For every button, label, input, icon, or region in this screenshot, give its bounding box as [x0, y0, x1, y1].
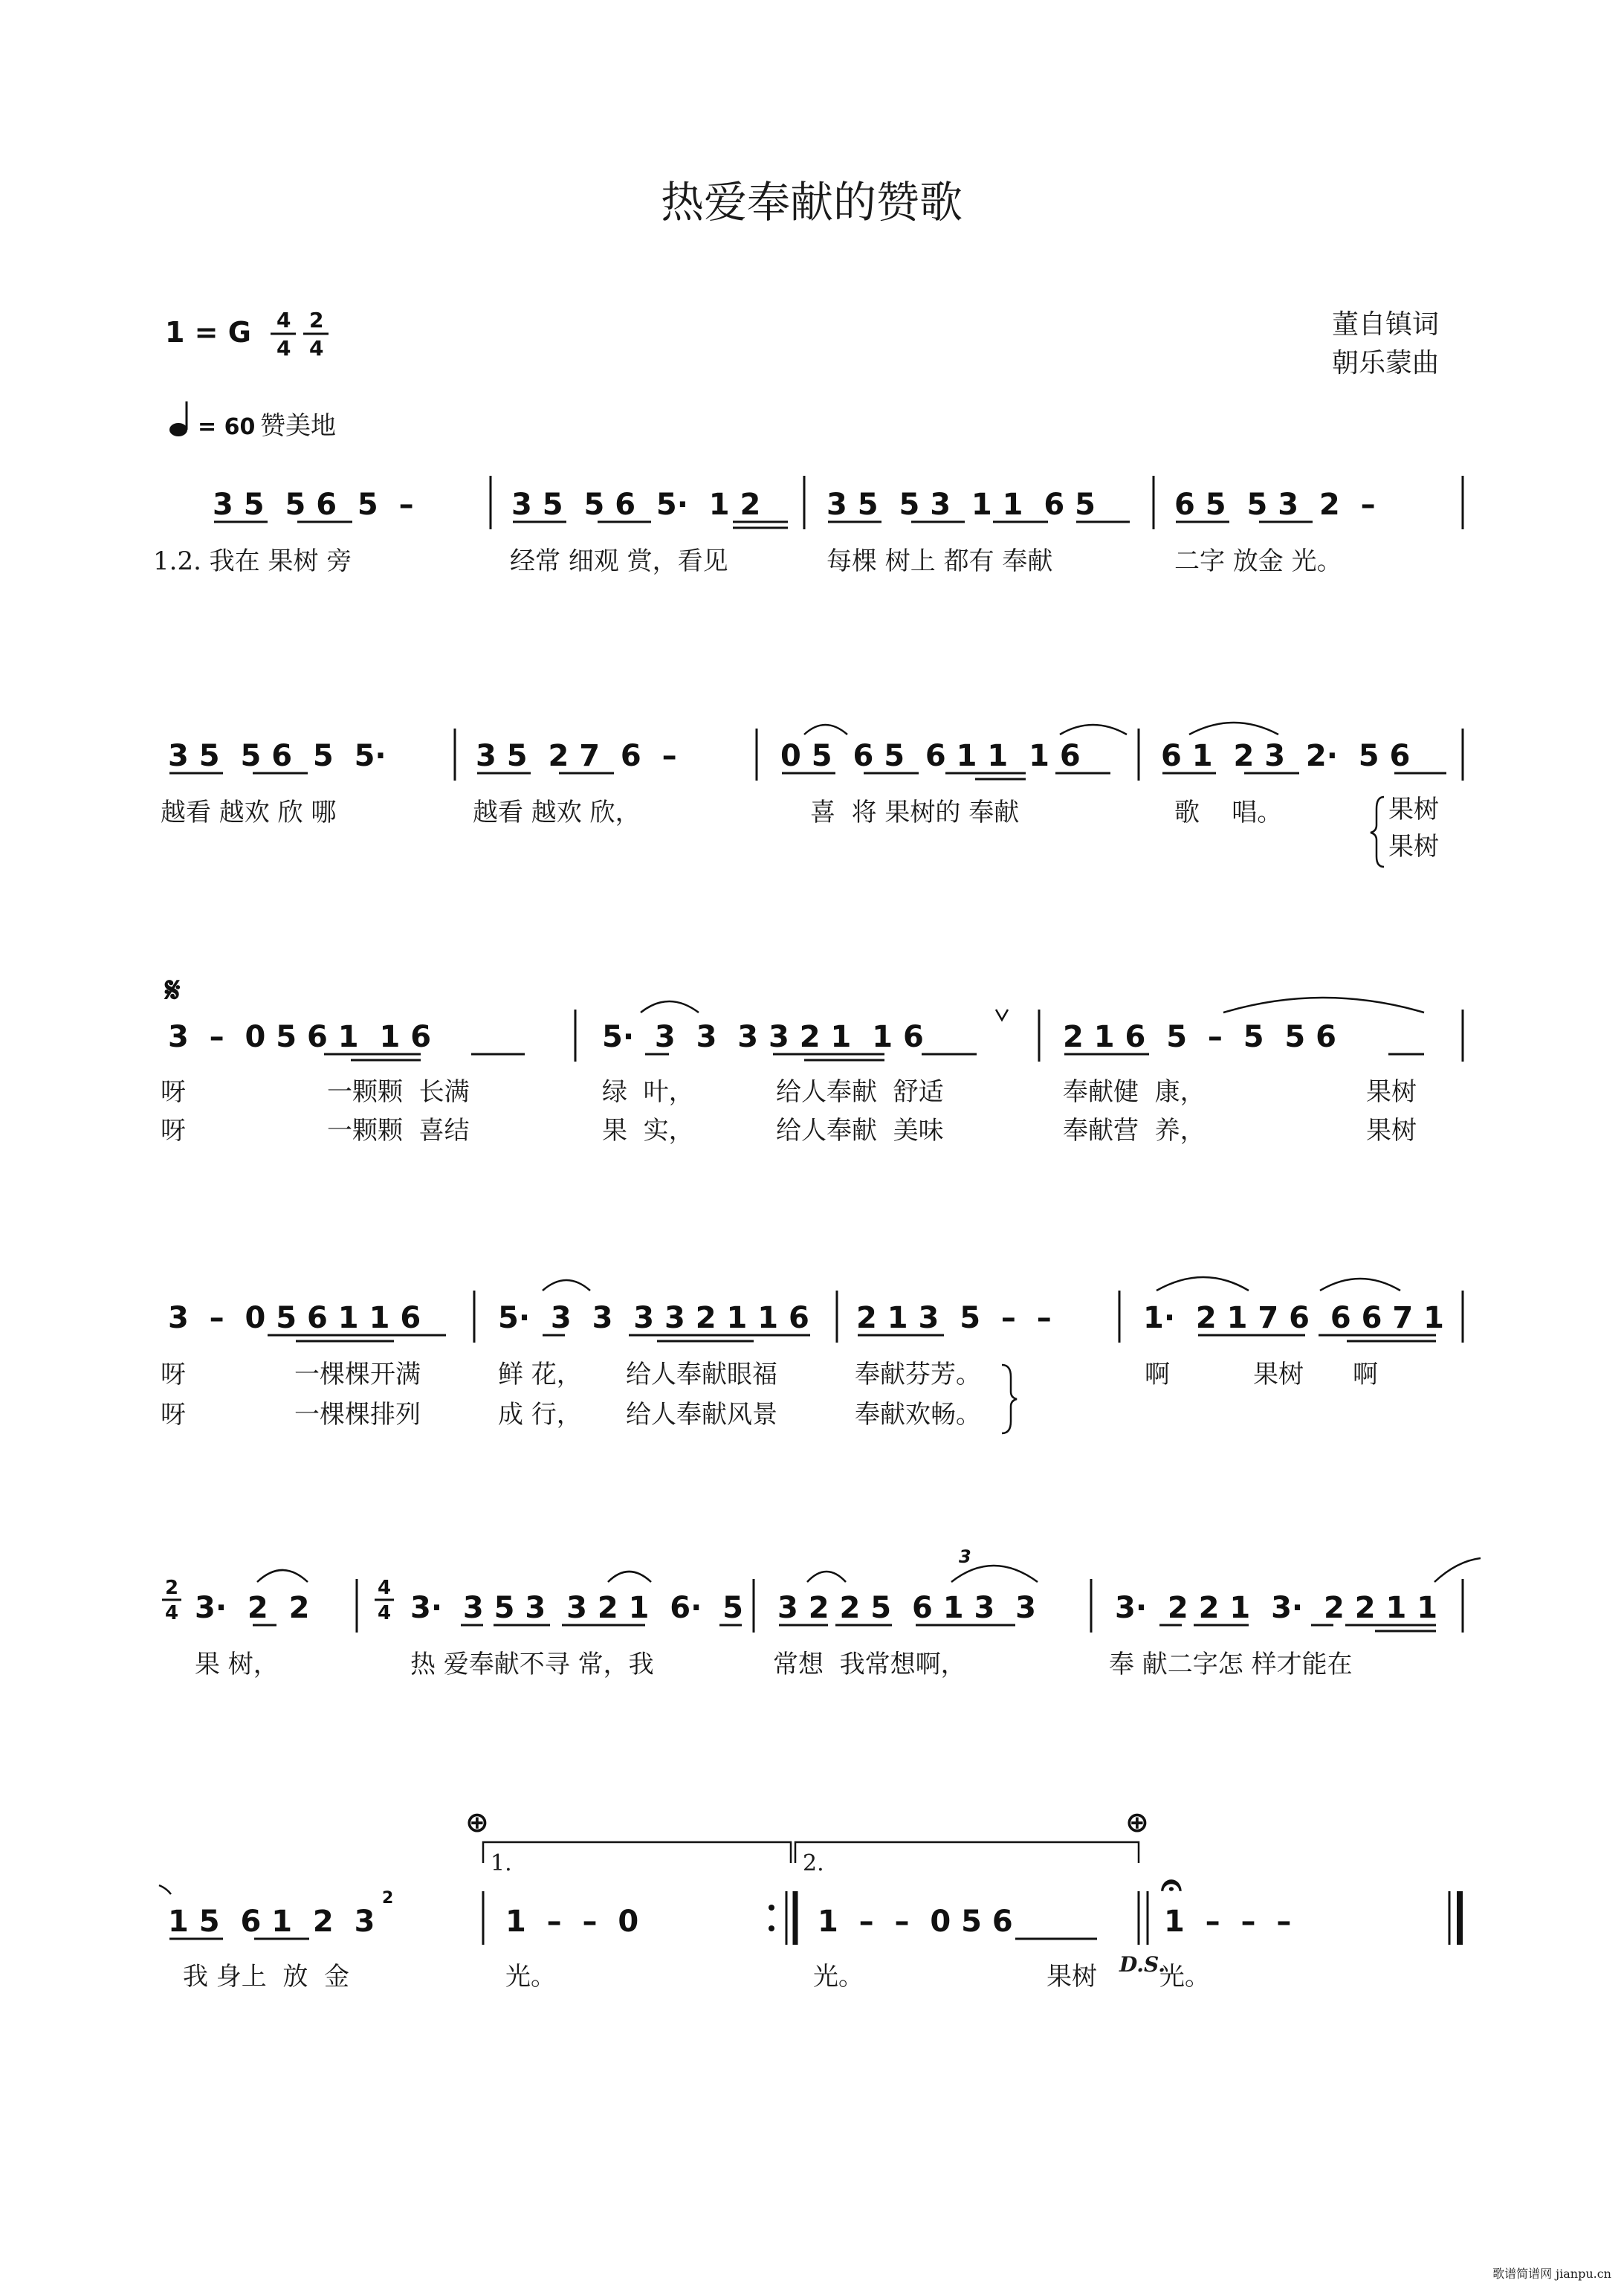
lyric: 光。 — [813, 1962, 864, 1992]
lyric: 越看 越欢 欣， — [473, 798, 641, 827]
measure-notes: 5· 3 3 3 3 2 1 1 6 — [498, 1301, 809, 1335]
lyric: 喜 将 果树的 奉献 — [810, 798, 1020, 827]
lyric: 我 身上 放 金 — [183, 1962, 350, 1992]
measure-notes: 3· 2 2 — [195, 1591, 310, 1625]
time-sig-2: 2 — [309, 308, 324, 332]
volta-label: 1. — [491, 1850, 512, 1876]
measure-notes: 1 – – 0 5 6 — [818, 1905, 1013, 1939]
system-5 — [162, 1546, 1481, 1679]
ds-mark: D.S. — [1119, 1952, 1166, 1977]
time-sig-4-4-denominator: 4 — [378, 1602, 392, 1624]
system-2 — [161, 723, 1463, 867]
lyric: 果树 — [1388, 795, 1439, 824]
repeat-dot — [769, 1925, 774, 1931]
slur — [257, 1570, 308, 1582]
grace-note: 2 — [382, 1889, 394, 1908]
segno-icon: 𝄋 — [165, 969, 181, 1011]
measure-notes: 0 5 6 5 6 1 1 1 6 — [780, 739, 1081, 773]
lyric: 呀 — [161, 1116, 186, 1146]
measure-notes: 3 5 5 6 5 – — [213, 488, 414, 522]
verse-brace — [1002, 1365, 1017, 1433]
lyric: 1.2. 我在 果树 旁 — [153, 546, 352, 576]
quarter-note-icon — [169, 423, 187, 436]
lyric: 果树 — [1253, 1360, 1304, 1389]
lyric: 给人奉献风景 — [626, 1400, 777, 1430]
lyric: 奉献健 康， — [1063, 1077, 1206, 1107]
lyric: 啊 — [1145, 1360, 1170, 1389]
lyric: 二字 放金 光。 — [1174, 546, 1342, 576]
tempo-mark: = 60 — [198, 414, 256, 440]
measure-notes: 3 5 2 7 6 – — [476, 739, 677, 773]
slur — [1434, 1558, 1481, 1582]
lyric: 奉献欢畅。 — [855, 1400, 981, 1430]
lyric: 奉献芬芳。 — [855, 1360, 981, 1389]
time-sig-4-4: 4 — [378, 1577, 392, 1599]
lyric: 呀 — [161, 1400, 186, 1430]
slur — [807, 1572, 846, 1582]
slur-tail — [159, 1885, 171, 1894]
lyric: 一颗颗 喜结 — [327, 1116, 470, 1146]
lyric: 一颗颗 长满 — [327, 1077, 470, 1107]
breath-mark-icon — [996, 1010, 1008, 1020]
lyric: 奉 献二字怎 样才能在 — [1109, 1650, 1353, 1679]
lyric: 呀 — [161, 1360, 186, 1389]
lyric: 呀 — [161, 1077, 186, 1107]
lyric: 啊 — [1353, 1360, 1378, 1389]
lyric: 成 行， — [498, 1400, 582, 1430]
lyric: 歌 唱。 — [1174, 798, 1283, 827]
repeat-dot — [769, 1905, 774, 1911]
measure-notes: 3 5 5 6 5 5· — [168, 739, 386, 773]
lyric: 经常 细观 赏，看见 — [510, 546, 728, 576]
measure-notes: 6 1 2 3 2· 5 6 — [1161, 739, 1411, 773]
lyric: 热 爱奉献不寻 常，我 — [410, 1650, 654, 1679]
time-sig-2-denominator: 4 — [309, 336, 324, 361]
slur — [1189, 723, 1278, 734]
lyric: 果树 — [1388, 832, 1439, 862]
coda-icon: ⊕ — [465, 1806, 489, 1838]
lyric: 绿 叶， — [602, 1077, 694, 1107]
measure-notes: 3 – 0 5 6 1 1 6 — [168, 1020, 432, 1054]
lyric: 光。 — [1159, 1962, 1210, 1992]
measure-notes: 3 5 5 6 5· 1 2 — [511, 488, 761, 522]
measure-notes: 1 5 6 1 2 3 — [168, 1905, 375, 1939]
system-4 — [161, 1277, 1463, 1433]
slur — [543, 1280, 590, 1291]
triplet-mark: 3 — [959, 1546, 971, 1567]
measure-notes: 3 5 5 3 1 1 6 5 — [826, 488, 1096, 522]
lyric: 一棵棵开满 — [294, 1360, 421, 1389]
measure-notes: 2 1 6 5 – 5 5 6 — [1063, 1020, 1337, 1054]
time-sig-1-denominator: 4 — [276, 336, 291, 361]
measure-notes: 1 – – – — [1164, 1905, 1292, 1939]
lyric: 给人奉献眼福 — [626, 1360, 777, 1389]
measure-notes: 1 – – 0 — [505, 1905, 639, 1939]
lyric: 每棵 树上 都有 奉献 — [826, 546, 1053, 576]
song-title: 热爱奉献的赞歌 — [660, 177, 963, 227]
slur — [1320, 1279, 1400, 1291]
verse-brace — [1371, 797, 1384, 867]
lyric: 给人奉献 美味 — [776, 1116, 944, 1146]
lyric: 奉献营 养， — [1063, 1116, 1206, 1146]
volta-label: 2. — [803, 1850, 824, 1876]
expression-mark: 赞美地 — [260, 411, 336, 441]
time-sig-1: 4 — [276, 308, 291, 332]
measure-notes: 3 – 0 5 6 1 1 6 — [168, 1301, 421, 1335]
volta-bracket-2 — [795, 1842, 1139, 1863]
key-signature: 1 = G — [165, 316, 251, 349]
slur — [804, 725, 847, 734]
volta-bracket-1 — [483, 1842, 791, 1863]
watermark: 歌谱简谱网 jianpu.cn — [1492, 2267, 1611, 2281]
lyric: 鲜 花， — [498, 1360, 582, 1389]
lyric: 果树 — [1366, 1077, 1417, 1107]
slur — [1156, 1277, 1249, 1291]
lyric: 果 实， — [602, 1116, 694, 1146]
lyric: 果树 — [1046, 1962, 1097, 1992]
fermata-icon: 𝄐 — [1161, 1863, 1182, 1906]
lyric: 给人奉献 舒适 — [776, 1077, 944, 1107]
coda-icon: ⊕ — [1125, 1806, 1149, 1838]
slur — [951, 1566, 1038, 1582]
system-1 — [153, 476, 1463, 576]
slur — [1223, 998, 1424, 1013]
lyricist-credit: 董自镇词 — [1332, 309, 1440, 340]
measure-notes: 3· 3 5 3 3 2 1 6· 5 — [410, 1591, 743, 1625]
slur — [1060, 725, 1127, 734]
measure-notes: 3 2 2 5 6 1 3 3 — [777, 1591, 1036, 1625]
system-3 — [161, 969, 1463, 1146]
measure-notes: 2 1 3 5 – – — [856, 1301, 1052, 1335]
measure-notes: 3· 2 2 1 3· 2 2 1 1 — [1115, 1591, 1438, 1625]
lyric: 果树 — [1366, 1116, 1417, 1146]
slur — [641, 1001, 699, 1013]
lyric: 光。 — [505, 1962, 556, 1992]
lyric: 越看 越欢 欣 哪 — [161, 798, 337, 827]
lyric: 常想 我常想啊， — [773, 1650, 966, 1679]
measure-notes: 5· 3 3 3 3 2 1 1 6 — [602, 1020, 924, 1054]
slur — [608, 1572, 651, 1582]
system-6 — [159, 1806, 1460, 1992]
time-sig-2-4: 2 — [165, 1577, 179, 1599]
lyric: 一棵棵排列 — [294, 1400, 421, 1430]
measure-notes: 1· 2 1 7 6 6 6 7 1 — [1143, 1301, 1444, 1335]
time-sig-2-4-denominator: 4 — [165, 1602, 179, 1624]
measure-notes: 6 5 5 3 2 – — [1174, 488, 1376, 522]
composer-credit: 朝乐蒙曲 — [1332, 348, 1440, 378]
lyric: 果 树， — [195, 1650, 279, 1679]
